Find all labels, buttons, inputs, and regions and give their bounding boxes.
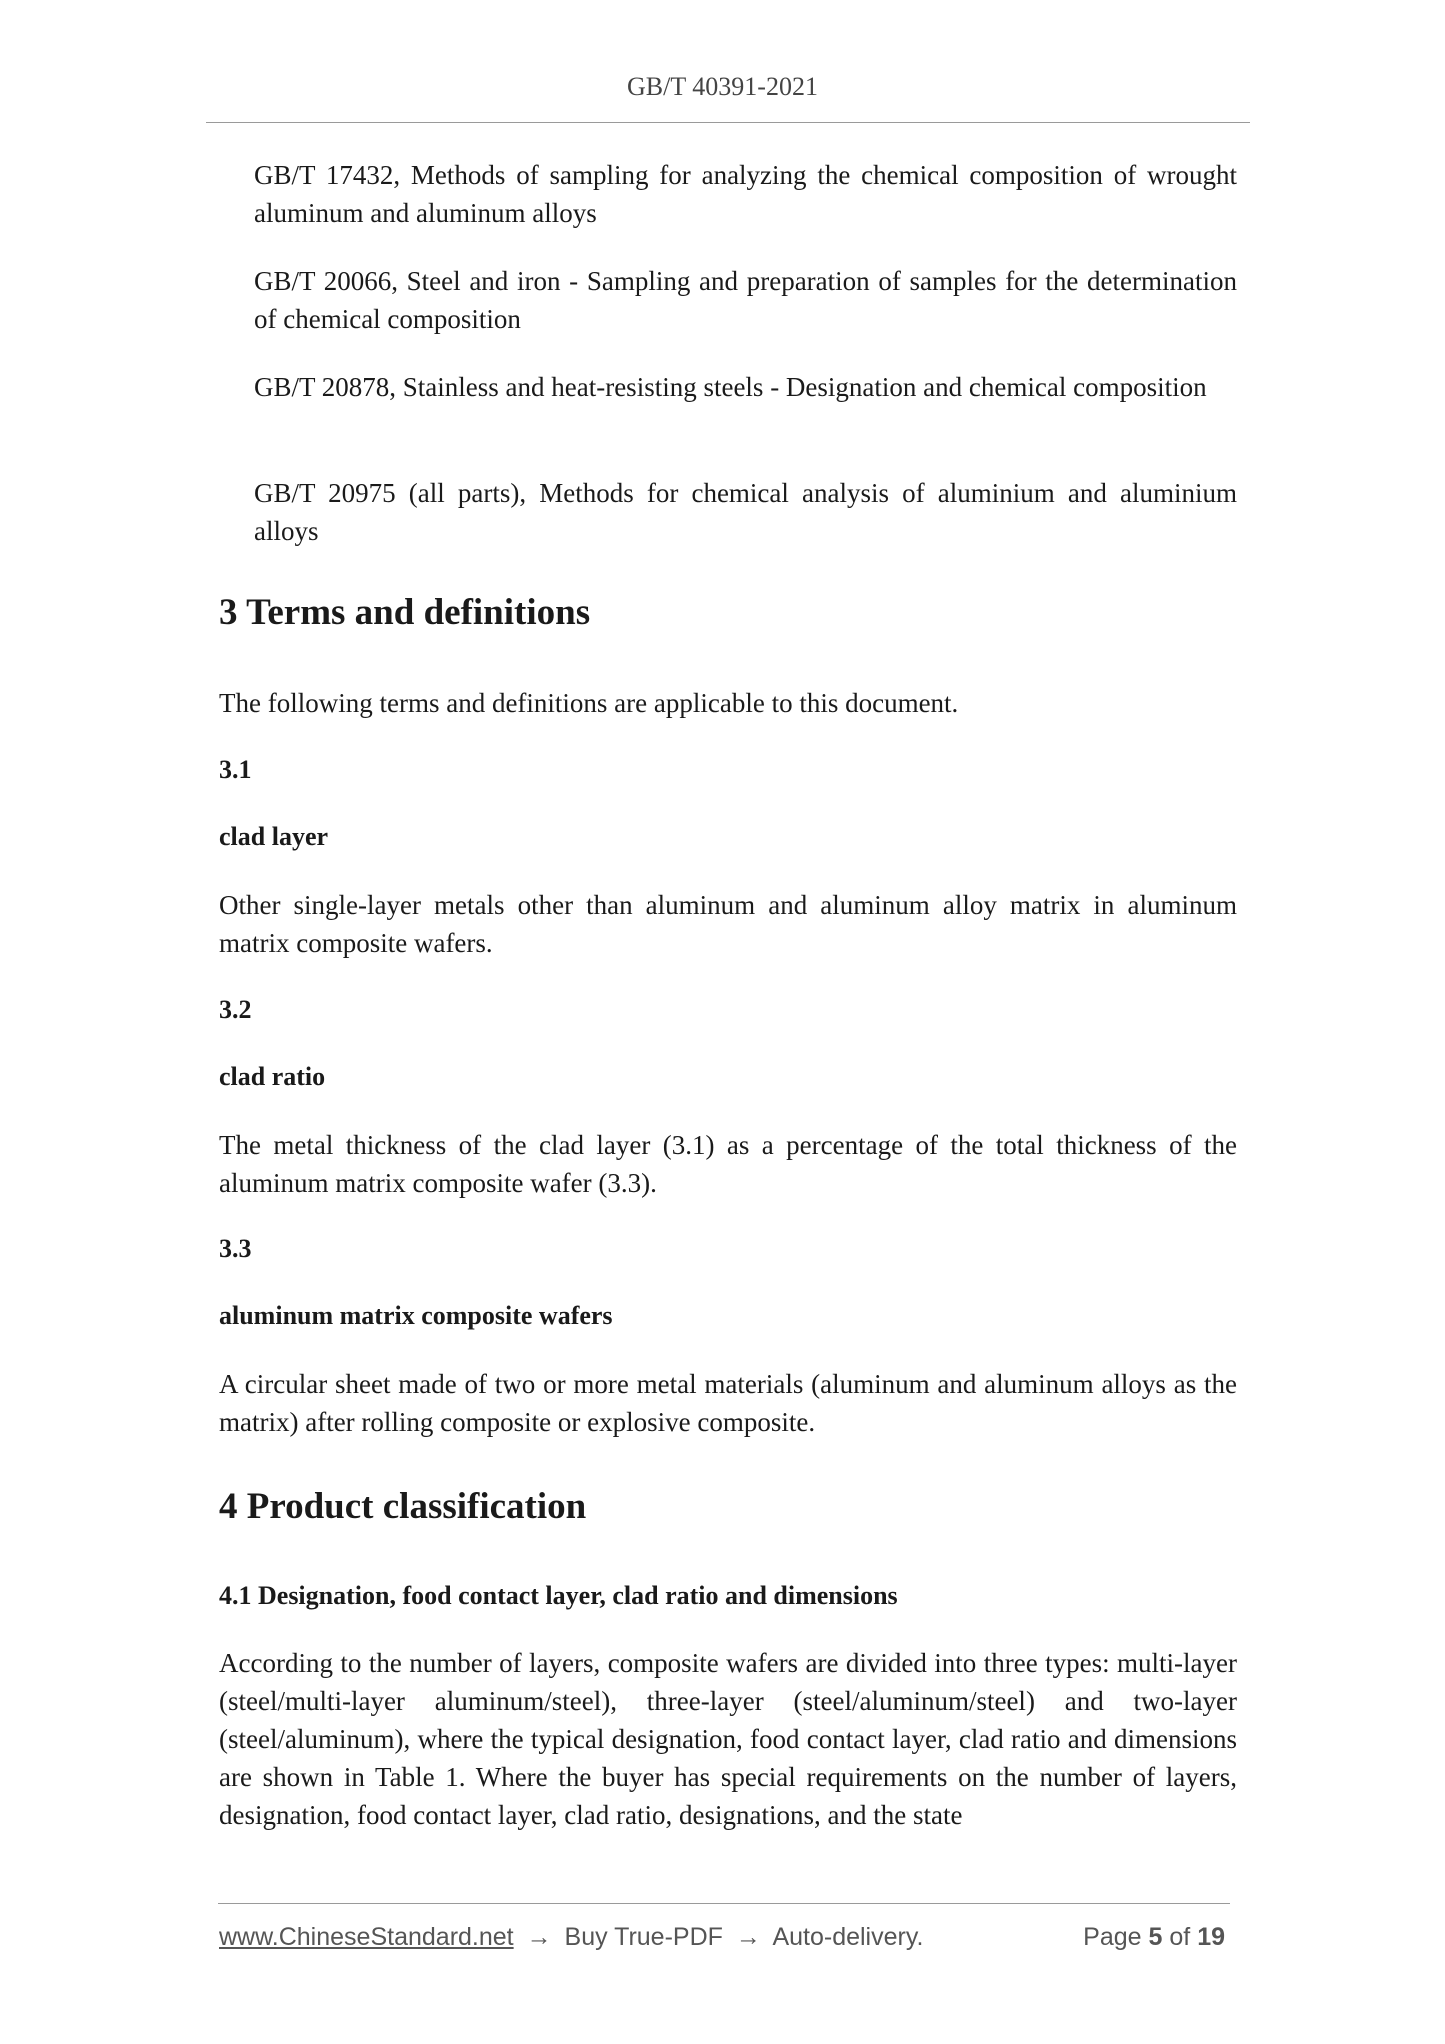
term-name: clad layer	[219, 822, 329, 851]
website-link[interactable]: www.ChineseStandard.net	[219, 1923, 514, 1951]
term-number: 3.3	[219, 1234, 252, 1263]
reference-item: GB/T 20878, Stainless and heat-resisting steels - Designation and chemical composition	[254, 372, 1207, 402]
current-page-number: 5	[1148, 1923, 1163, 1951]
term-definition: A circular sheet made of two or more metal materials (aluminum and aluminum alloys as the matrix) after rolling composite or explosive composite.	[219, 1369, 1237, 1437]
term-definition: The metal thickness of the clad layer (3.1) as a percentage of the total thickness of the aluminum matrix composite wafer (3.3).	[219, 1130, 1237, 1198]
delivery-label: Auto-delivery.	[772, 1923, 924, 1951]
term-number: 3.1	[219, 755, 252, 784]
term-definition: Other single-layer metals other than aluminum and aluminum alloy matrix in aluminum matrix composite wafers.	[219, 890, 1237, 958]
section-4-1-paragraph: According to the number of layers, composite wafers are divided into three types: multi-layer (steel/multi-layer aluminum/steel), three-layer (steel/aluminum/steel) and two-layer (steel/aluminum), where the typical designation, food contact layer, clad ratio and dimensions are shown in Table 1. Where the buyer has special requirements on the number of layers, designation, food contact layer, clad ratio, designations, and the state	[219, 1648, 1237, 1830]
reference-item: GB/T 20975 (all parts), Methods for chemical analysis of aluminium and aluminium alloys	[254, 478, 1237, 546]
page-label: Page	[1083, 1923, 1142, 1951]
arrow-right-icon: →	[526, 1923, 552, 1951]
total-pages-number: 19	[1197, 1923, 1225, 1951]
section-4-heading: 4 Product classification	[219, 1486, 587, 1527]
section-4-1-heading: 4.1 Designation, food contact layer, clad ratio and dimensions	[219, 1581, 898, 1610]
footer-promo	[219, 1923, 923, 1952]
arrow-right-icon: →	[735, 1923, 761, 1951]
section-3-heading: 3 Terms and definitions	[219, 592, 591, 633]
document-header-title: GB/T 40391-2021	[627, 72, 818, 101]
term-number: 3.2	[219, 995, 252, 1024]
term-name: aluminum matrix composite wafers	[219, 1301, 613, 1330]
of-label: of	[1169, 1923, 1191, 1951]
footer-divider	[218, 1903, 1230, 1904]
term-name: clad ratio	[219, 1062, 326, 1091]
section-3-intro: The following terms and definitions are applicable to this document.	[219, 688, 959, 718]
page-counter	[1083, 1923, 1225, 1952]
reference-item: GB/T 17432, Methods of sampling for analyzing the chemical composition of wrought aluminum and aluminum alloys	[254, 160, 1237, 228]
reference-item: GB/T 20066, Steel and iron - Sampling and preparation of samples for the determination of chemical composition	[254, 266, 1237, 334]
buy-label: Buy True-PDF	[564, 1923, 723, 1951]
header-divider	[206, 122, 1250, 123]
